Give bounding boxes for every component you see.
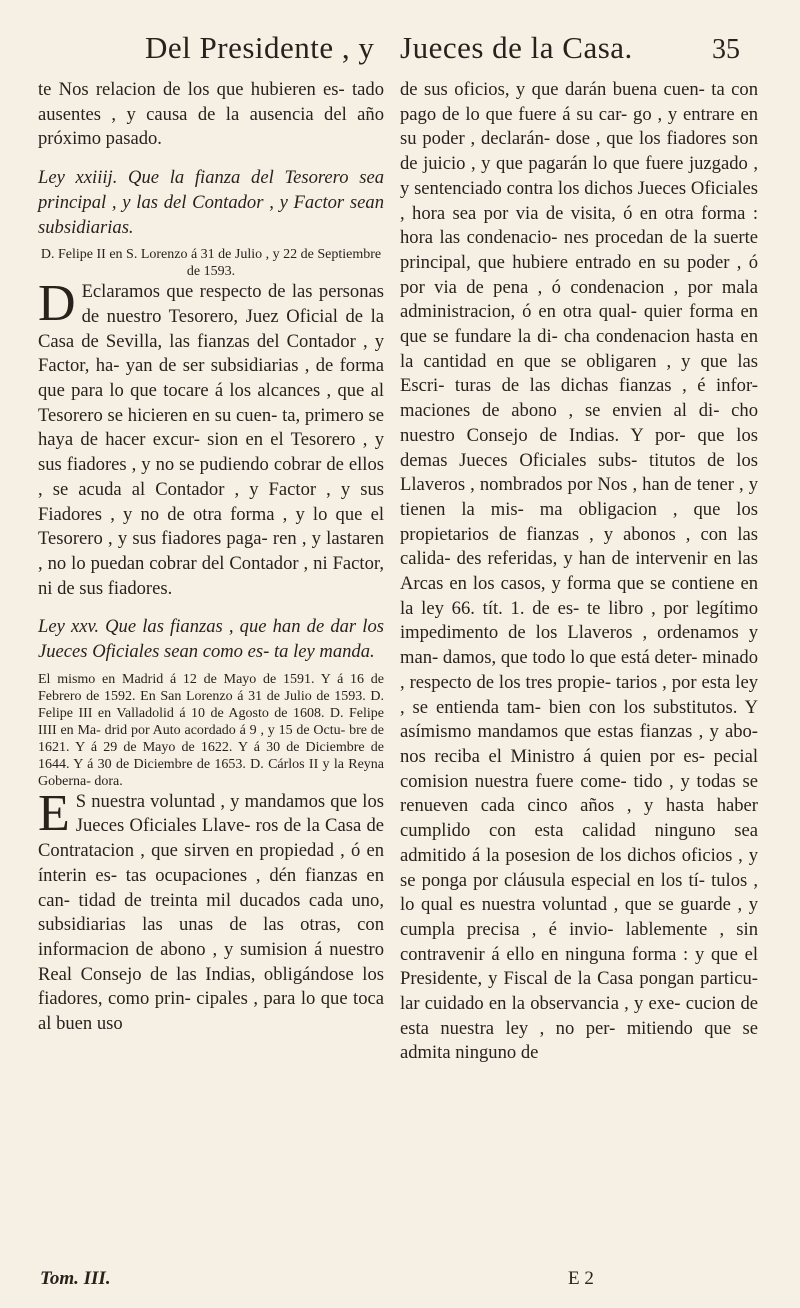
right-column-text: de sus oficios, y que darán buena cuen- ta con pago de lo que fuere á su car- go , y entrare en su poder , declarán- dose , que los fiadores son de juicio , y que pagarán lo que fuere juzgado , y sentenciado contra los dichos Jueces Oficiales , hora sea por via de visita, ó en otra forma : hora las condenacio- nes procedan de la suerte principal, que hubiere entrado en su poder , ó por via de pena , ó condenacion , por mala administracion, ó en otra qual- quier forma en que se fundare la di- cha condenacion hasta en la cantidad en que se obligaren , y que las Escri- turas de las dichas fianzas , é infor- maciones de abono , se envien al di- cho nuestro Consejo de Indias. Y por- que los demas Jueces Oficiales subs- titutos de los Llaveros , nombrados por Nos , han de tener , y tienen la mis- ma obligacion , que los propietarios de fianzas , y abonos , con las calida- des referidas, y han de intervenir en las Arcas en los casos, y forma que se contiene en la ley 66. tít. 1. de es- te libro , por legítimo impedimento de los Llaveros , ordenamos y man- damos, que todo lo que está deter- minado , respecto de los tres propie- tarios , por esta ley , se entienda tam- bien con los substitutos. Y asímismo mandamos que estas fianzas , y abo- nos reciba el Ministro á quien por es- pecial comision nuestra fuere come- tido , y todas se renueven cada cinco años , y hasta haber cumplido con esta calidad ninguno sea admitido á la posesion de los dichos oficios , y se ponga por cláusula especial en los tí- tulos , lo qual es nuestra voluntad , que se guarde , y cumpla precisa , é invio- lablemente , sin contravenir á ello en ninguna forma : y que el Presidente, y Fiscal de la Casa pongan particu- lar cuidado en la observancia , y exe- cucion de esta nuestra ley , no per- mitiendo que se admita ninguno de: [400, 79, 758, 1064]
law-25-source-note: El mismo en Madrid á 12 de Mayo de 1591. Y á 16 de Febrero de 1592. En San Lorenzo á 31 de Julio de 1593. D. Felipe III en Valladolid á 10 de Agosto de 1608. D. Felipe IIII en Ma- drid por Auto acordado á 9 , y 15 de Octu- bre de 1621. Y á 29 de Mayo de 1622. Y á 30 de Diciembre de 1644. Y á 30 de Diciembre de 1653. D. Cárlos II y la Reyna Goberna- dora.: [38, 671, 384, 789]
law-25-title: Ley xxv. Que las fianzas , que han de dar los Jueces Oficiales sean como es- ta ley manda.: [38, 616, 384, 663]
continuation-paragraph: te Nos relacion de los que hubieren es- tado ausentes , y causa de la ausencia del año próximo pasado.: [38, 79, 384, 150]
law-25-body: [38, 784, 384, 1037]
law-24-text: Eclaramos que respecto de las personas de nuestro Tesorero, Juez Oficial de la Casa de Sevilla, las fianzas del Contador , y Factor, ha- yan de ser subsidiarias , de forma que para lo que tocare á los alcances , que al Tesorero se hicieren en su cuen- ta, primero se haya de hacer excur- sion en el Tesorero , y sus fiadores , y no se pudiendo cobrar de ellos , se acuda al Contador , y Factor , y sus Fiadores , y no de otra forma , y lo que el Tesorero , y sus fiadores paga- ren , y lastaren , no lo puedan cobrar del Contador , ni Factor, ni de sus fiadores.: [38, 281, 384, 599]
law-24-source-note: D. Felipe II en S. Lorenzo á 31 de Julio , y 22 de Septiembre de 1593.: [40, 247, 382, 280]
page-number: 35: [712, 34, 740, 65]
left-column: [38, 78, 384, 1037]
law-24-dropcap: D: [38, 275, 76, 333]
header-left-title: Del Presidente , y: [145, 30, 375, 65]
running-header: [0, 18, 800, 78]
law-24-body: [38, 275, 384, 601]
header-right-title: Jueces de la Casa.: [400, 30, 633, 65]
signature-mark: E 2: [568, 1268, 594, 1289]
right-column: [400, 78, 758, 1066]
volume-label: Tom. III.: [40, 1268, 111, 1289]
law-25-text: S nuestra voluntad , y mandamos que los Jueces Oficiales Llave- ros de la Casa de Contratacion , que sirven en propiedad , ó en ínterin es- tas ocupaciones , dén fianzas en can- tidad de treinta mil ducados cada uno, subsidiarias las unas de las otras, con informacion de abono , y sumision á nuestro Real Consejo de las Indias, obligándose los fiadores, como prin- cipales , para lo que toca al buen uso: [38, 790, 384, 1035]
law-24-title: Ley xxiiij. Que la fianza del Tesorero sea principal , y las del Contador , y Factor sean subsidiarias.: [38, 167, 384, 238]
law-25-dropcap: E: [38, 784, 70, 842]
